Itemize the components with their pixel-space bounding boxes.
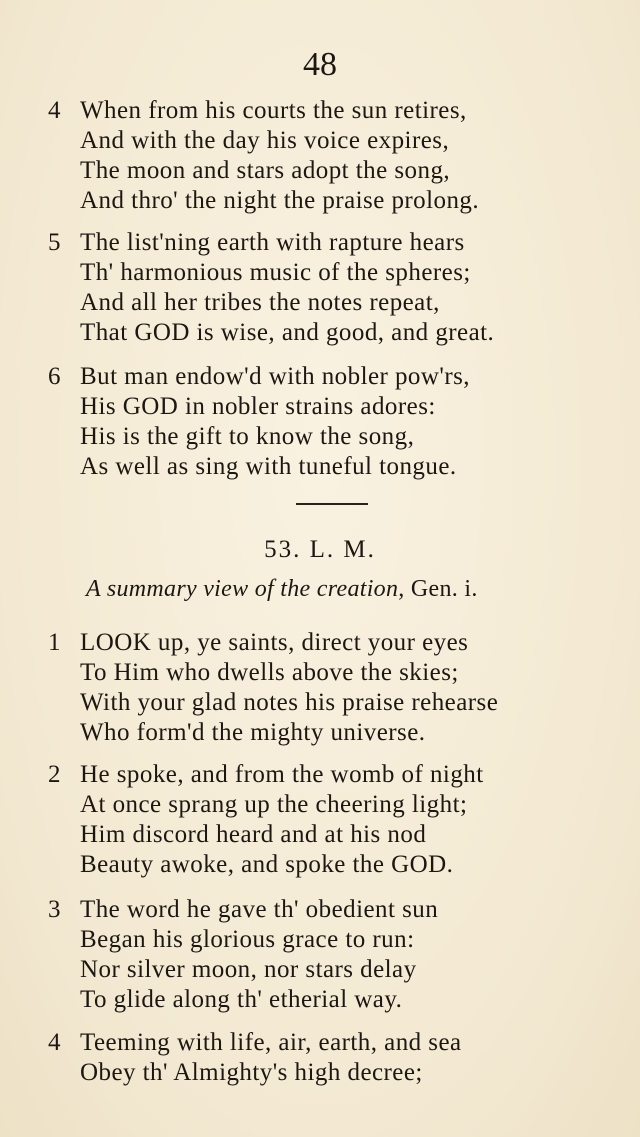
stanza <box>48 96 628 216</box>
verse-text: His is the gift to know the song, <box>80 423 415 450</box>
verse-text: To Him who dwells above the skies; <box>80 659 459 686</box>
stanza-number: 4 <box>48 97 61 124</box>
verse-text: When from his courts the sun retires, <box>80 97 467 124</box>
verse-line <box>48 186 628 216</box>
hymn-subtitle <box>86 576 606 603</box>
verse-line <box>48 228 628 258</box>
stanza <box>48 628 628 748</box>
hymn-subtitle-text: A summary view of the creation, <box>86 576 405 602</box>
stanza-number: 4 <box>48 1029 61 1056</box>
stanza-number: 3 <box>48 896 61 923</box>
verse-line <box>48 658 628 688</box>
verse-line <box>48 288 628 318</box>
hymn-heading: 53. L. M. <box>264 536 376 563</box>
verse-line <box>48 126 628 156</box>
stanza-number: 2 <box>48 761 61 788</box>
verse-text: To glide along th' etherial way. <box>80 986 403 1013</box>
verse-line <box>48 895 628 925</box>
verse-line <box>48 790 628 820</box>
verse-text: Who form'd the mighty universe. <box>80 719 426 746</box>
verse-text: And with the day his voice expires, <box>80 127 450 154</box>
stanza-number: 1 <box>48 629 61 656</box>
verse-text: With your glad notes his praise rehearse <box>80 689 499 716</box>
verse-line <box>48 1028 628 1058</box>
verse-line <box>48 760 628 790</box>
verse-text: Nor silver moon, nor stars delay <box>80 956 417 983</box>
verse-line <box>48 452 628 482</box>
verse-text: His GOD in nobler strains adores: <box>80 393 436 420</box>
verse-text: The list'ning earth with rapture hears <box>80 229 465 256</box>
verse-line <box>48 362 628 392</box>
verse-text: And thro' the night the praise prolong. <box>80 187 480 214</box>
verse-line <box>48 955 628 985</box>
verse-line <box>48 985 628 1015</box>
verse-line <box>48 850 628 880</box>
verse-text: He spoke, and from the womb of night <box>80 761 484 788</box>
stanza-number: 6 <box>48 363 61 390</box>
verse-text: Obey th' Almighty's high decree; <box>80 1059 423 1086</box>
verse-text: And all her tribes the notes repeat, <box>80 289 440 316</box>
verse-text: That GOD is wise, and good, and great. <box>80 319 495 346</box>
verse-line <box>48 258 628 288</box>
verse-text: Th' harmonious music of the spheres; <box>80 259 471 286</box>
verse-line <box>48 422 628 452</box>
stanza <box>48 228 628 348</box>
verse-text: LOOK up, ye saints, direct your eyes <box>80 629 469 656</box>
verse-text: Him discord heard and at his nod <box>80 821 427 848</box>
verse-text: The moon and stars adopt the song, <box>80 157 451 184</box>
verse-line <box>48 628 628 658</box>
verse-line <box>48 925 628 955</box>
stanza <box>48 760 628 880</box>
stanza <box>48 362 628 482</box>
stanza-number: 5 <box>48 229 61 256</box>
verse-line <box>48 1058 628 1088</box>
verse-line <box>48 820 628 850</box>
verse-line <box>48 688 628 718</box>
verse-text: The word he gave th' obedient sun <box>80 896 439 923</box>
verse-text: But man endow'd with nobler pow'rs, <box>80 363 470 390</box>
verse-line <box>48 96 628 126</box>
verse-line <box>48 318 628 348</box>
stanza <box>48 895 628 1015</box>
verse-text: Teeming with life, air, earth, and sea <box>80 1029 462 1056</box>
stanza <box>48 1028 628 1088</box>
verse-text: At once sprang up the cheering light; <box>80 791 468 818</box>
verse-line <box>48 718 628 748</box>
hymn-scripture-ref: Gen. i. <box>404 576 478 602</box>
verse-text: Began his glorious grace to run: <box>80 926 415 953</box>
verse-text: As well as sing with tuneful tongue. <box>80 453 457 480</box>
verse-text: Beauty awoke, and spoke the GOD. <box>80 851 454 878</box>
section-divider <box>296 503 368 505</box>
verse-line <box>48 156 628 186</box>
verse-line <box>48 392 628 422</box>
page-number: 48 <box>303 46 337 83</box>
